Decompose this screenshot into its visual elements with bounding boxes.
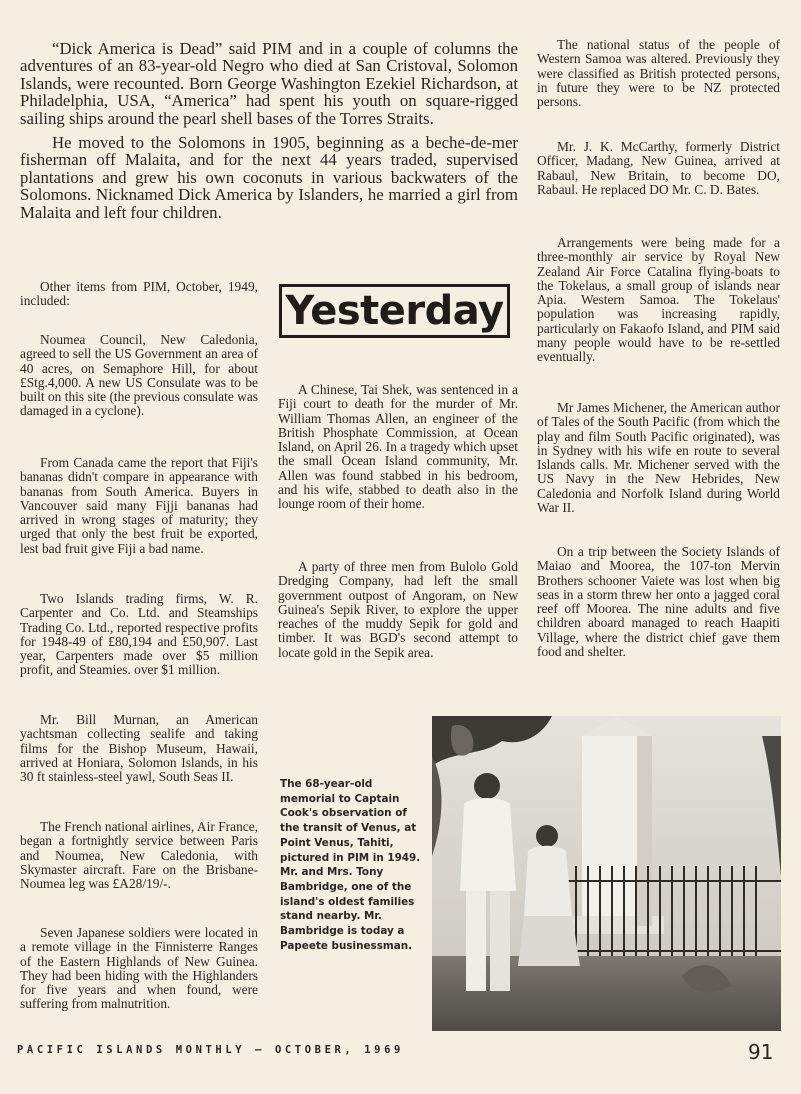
item-text: Two Islands trading firms, W. R. Carpenter and Co. Ltd. and Steamships Trading Co. Ltd., reported respective profits for 1948-49 of £80,194 and £50,907. Last year, Carpenters made over $5 million profit, and Steamies. over $1 million. <box>20 591 258 678</box>
left-column-item <box>20 820 258 891</box>
item-text: Mr James Michener, the American author of Tales of the South Pacific (from which the play and film South Pacific originated), was in Sydney with his wife en route to several Islands calls. Mr. Michener served with the US Navy in the New Hebrides, New Caledonia and Norfolk Island during World War II. <box>537 400 780 516</box>
item-text: Other items from PIM, October, 1949, included: <box>20 279 258 309</box>
photo-illustration <box>432 716 781 1031</box>
right-column-item <box>537 401 780 515</box>
yesterday-heading: Yesterday <box>279 284 510 338</box>
item-text: A Chinese, Tai Shek, was sentenced in a Fiji court to death for the murder of Mr. William Thomas Allen, an engineer of the British Phosphate Commission, at Ocean Island, on April 26. In a tragedy which upset the small Ocean Island community, Mr. Allen was found stabbed in his bedroom, and his wife, stabbed to death also in the lounge room of their home. <box>278 382 518 512</box>
item-text: Mr. Bill Murnan, an American yachtsman collecting sealife and taking films for the Bishop Museum, Hawaii, arrived at Honiara, Solomon Islands, in his 30 ft stainless-steel yawl, South Seas II. <box>20 712 258 785</box>
item-text: The French national airlines, Air France, began a fortnightly service between Paris and Noumea, New Caledonia, with Skymaster aircraft. Fare on the Brisbane-Noumea leg was £A28/19/-. <box>20 819 258 892</box>
item-text: On a trip between the Society Islands of Maiao and Moorea, the 107-ton Mervin Brothers schooner Vaiete was lost when big seas in a storm threw her onto a jagged coral reef off Moorea. The nine adults and five children aboard managed to reach Haapiti Village, where the district chief gave them food and shelter. <box>537 544 780 660</box>
middle-column-item <box>278 560 518 660</box>
right-column-item <box>537 140 780 197</box>
footer-masthead: PACIFIC ISLANDS MONTHLY — OCTOBER, 1969 <box>17 1044 404 1056</box>
intro-paragraph: “Dick America is Dead” said PIM and in a couple of columns the adventures of an 83-year-old Negro who died at San Cristoval, Solomon Islands, were recounted. Born George Washington Ezekiel Richardson, at Philadelphia, USA, “America” had spent his youth on square-rigged sailing ships around the pearl shell bases of the Torres Straits. <box>20 39 518 128</box>
left-column-item <box>20 456 258 556</box>
left-column-item <box>20 713 258 784</box>
memorial-photo <box>432 716 781 1031</box>
item-text: Noumea Council, New Caledonia, agreed to sell the US Government an area of 40 acres, on Semaphore Hill, for about £Stg.4,000. A new US Consulate was to be built on this site (the previous consulate was damaged in a cyclone). <box>20 332 258 419</box>
item-text: Seven Japanese soldiers were located in a remote village in the Finnisterre Ranges of the Eastern Highlands of New Guinea. They had been hiding with the Highlanders for five years and when found, were suffering from malnutrition. <box>20 925 258 1012</box>
photo-caption: The 68-year-old memorial to Captain Cook's observation of the transit of Venus, at Point Venus, Tahiti, pictured in PIM in 1949. Mr. and Mrs. Tony Bambridge, one of the island's oldest families stand nearby. Mr. Bambridge is today a Papeete businessman. <box>280 778 421 952</box>
item-text: A party of three men from Bulolo Gold Dredging Company, had left the small government outpost of Angoram, on New Guinea's Sepik River, to explore the upper reaches of the muddy Sepik for gold and timber. It was BGD's second attempt to locate gold in the Sepik area. <box>278 559 518 660</box>
left-column-item <box>20 333 258 419</box>
right-column-item <box>537 236 780 365</box>
left-column-item <box>20 926 258 1012</box>
left-column-item <box>20 280 258 309</box>
middle-column-item <box>278 383 518 512</box>
intro-section <box>20 40 518 221</box>
page-number: 91 <box>748 1040 774 1064</box>
right-column-item <box>537 545 780 659</box>
item-text: Mr. J. K. McCarthy, formerly District Officer, Madang, New Guinea, arrived at Rabaul, New Britain, to become DO, Rabaul. He replaced DO Mr. C. D. Bates. <box>537 139 780 197</box>
item-text: Arrangements were being made for a three-monthly air service by Royal New Zealand Air Force Catalina flying-boats to the Tokelaus, a small group of islands near Apia. Western Samoa. The Tokelaus' population was increasing rapidly, particularly on Fakaofo Island, and PIM said many people would have to be re-settled eventually. <box>537 235 780 365</box>
right-column-item <box>537 38 780 109</box>
item-text: The national status of the people of Western Samoa was altered. Previously they were classified as British protected persons, in future they were to be NZ protected persons. <box>537 37 780 110</box>
intro-paragraph: He moved to the Solomons in 1905, beginning as a beche-de-mer fisherman off Malaita, and for the next 44 years traded, supervised plantations and grew his own coconuts in various backwaters of the Solomons. Nicknamed Dick America by Islanders, he married a girl from Malaita and left four children. <box>20 133 518 222</box>
item-text: From Canada came the report that Fiji's bananas didn't compare in appearance with bananas from South America. Buyers in Vancouver said many Fijji bananas had arrived in wrong stages of maturity; they urged that only the best fruit be exported, lest bad fruit give Fiji a bad name. <box>20 455 258 556</box>
left-column-item <box>20 592 258 678</box>
